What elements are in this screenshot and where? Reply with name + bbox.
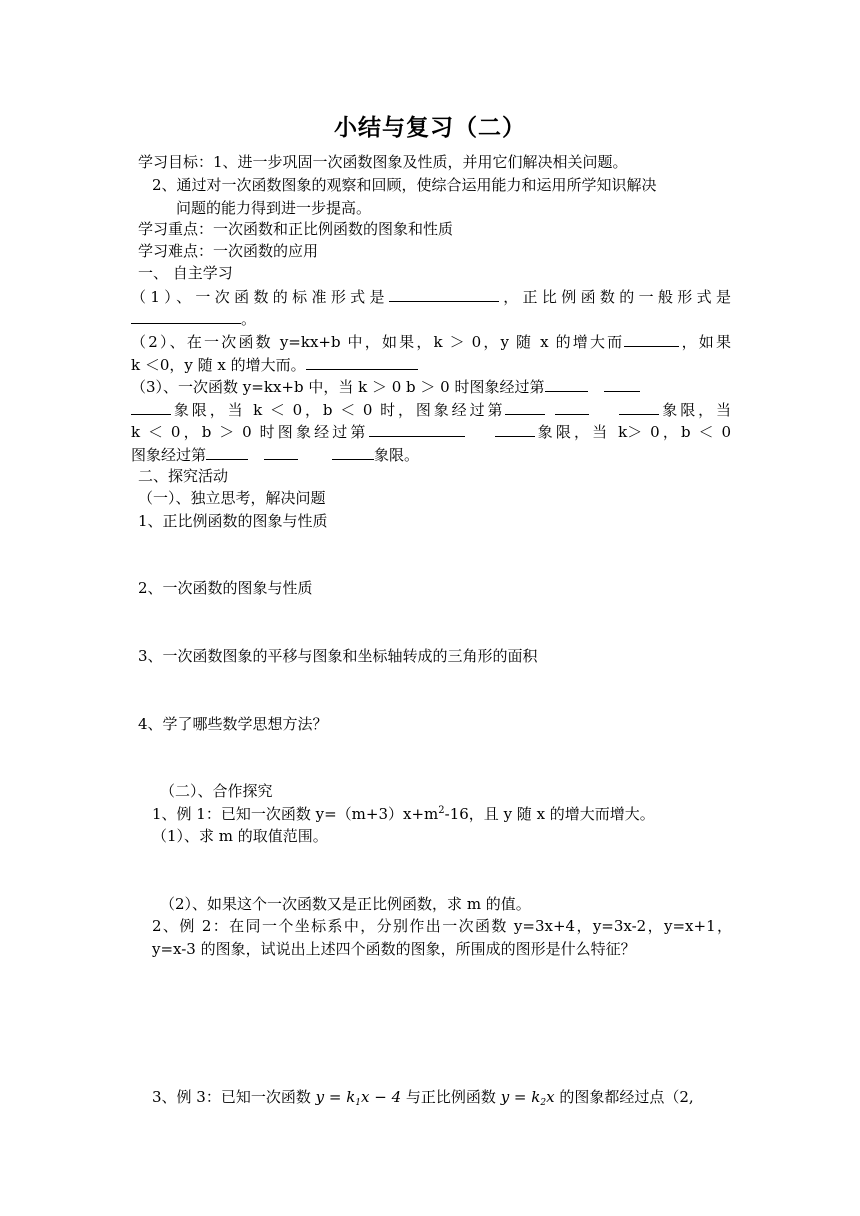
goal-line-3: 问题的能力得到进一步提高。 bbox=[176, 199, 372, 217]
item-1: 1、正比例函数的图象与性质 bbox=[138, 512, 328, 530]
example-3: 3、例 3：已知一次函数 $y = k_1x - 4$ 与正比例函数 $y = k_2x$ 的图象都经过点（2, bbox=[152, 1088, 694, 1108]
answer-blank bbox=[131, 308, 241, 324]
example-2-line-1: 2、例 2：在同一个坐标系中，分别作出一次函数 y=3x+4，y=3x-2，y=x+1， bbox=[152, 917, 732, 935]
question-2-line-1: （2）、在一次函数 y=kx+b 中，如果，k ＞ 0，y 随 x 的增大而 ，如果 bbox=[131, 333, 731, 351]
item-2: 2、一次函数的图象与性质 bbox=[138, 579, 313, 597]
subsection-1-heading: （一）、独立思考，解决问题 bbox=[138, 489, 326, 507]
page-title: 小结与复习（二） bbox=[334, 114, 526, 141]
question-3-line-2: 象限，当 k ＜ 0，b ＜ 0 时，图象经过第 象限，当 bbox=[131, 399, 731, 420]
subsection-2-heading: （二）、合作探究 bbox=[160, 782, 273, 800]
question-2-line-2: k ＜0，y 随 x 的增大而。 bbox=[131, 354, 418, 375]
answer-blank bbox=[624, 331, 679, 347]
difficulty: 学习难点：一次函数的应用 bbox=[138, 242, 319, 260]
section-1-heading: 一、 自主学习 bbox=[138, 264, 233, 282]
question-3-line-4: 图象经过第 象限。 bbox=[131, 446, 420, 464]
answer-blank bbox=[555, 399, 589, 415]
item-4: 4、学了哪些数学思想方法？ bbox=[138, 715, 328, 733]
answer-blank bbox=[369, 421, 465, 437]
formula-linear: $y = k_1x - 4$ bbox=[315, 1088, 402, 1108]
section-2-heading: 二、探究活动 bbox=[138, 467, 229, 485]
example-1-question-1: （1）、求 m 的取值范围。 bbox=[152, 827, 328, 845]
answer-blank bbox=[604, 376, 640, 392]
example-1: 1、例 1：已知一次函数 $y=(m+3)x+m^2-16$，且 y 随 x 的增大而增大。 bbox=[152, 805, 655, 823]
answer-blank bbox=[306, 354, 418, 370]
answer-blank bbox=[545, 376, 588, 392]
question-3-line-1: （3）、一次函数 y=kx+b 中，当 k ＞ 0 b ＞ 0 时图象经过第 bbox=[131, 376, 640, 397]
answer-blank bbox=[206, 444, 248, 460]
goal-line-1: 学习目标：1、进一步巩固一次函数图象及性质，并用它们解决相关问题。 bbox=[138, 153, 628, 171]
question-1-line-1: （1）、一次函数的标准形式是 ，正比例函数的一般形式是 bbox=[131, 288, 731, 306]
answer-blank bbox=[389, 286, 499, 302]
question-1-line-2: 。 bbox=[131, 308, 256, 329]
answer-blank bbox=[619, 399, 659, 415]
key-point: 学习重点：一次函数和正比例函数的图象和性质 bbox=[138, 220, 454, 238]
answer-blank bbox=[131, 399, 171, 415]
goal-line-2: 2、通过对一次函数图象的观察和回顾，使综合运用能力和运用所学知识解决 bbox=[152, 176, 657, 194]
formula-proportional: $y = k_2x$ bbox=[500, 1088, 555, 1108]
answer-blank bbox=[332, 444, 374, 460]
answer-blank bbox=[495, 421, 535, 437]
question-3-line-3: k ＜ 0，b ＞ 0 时图象经过第 象限，当 k＞ 0，b ＜ 0 bbox=[131, 423, 731, 441]
example-2-line-2: y=x-3 的图象，试说出上述四个函数的图象，所围成的图形是什么特征？ bbox=[152, 940, 636, 958]
answer-blank bbox=[264, 444, 298, 460]
item-3: 3、一次函数图象的平移与图象和坐标轴转成的三角形的面积 bbox=[138, 647, 538, 665]
answer-blank bbox=[505, 399, 545, 415]
example-1-question-2: （2）、如果这个一次函数又是正比例函数，求 m 的值。 bbox=[160, 895, 531, 913]
